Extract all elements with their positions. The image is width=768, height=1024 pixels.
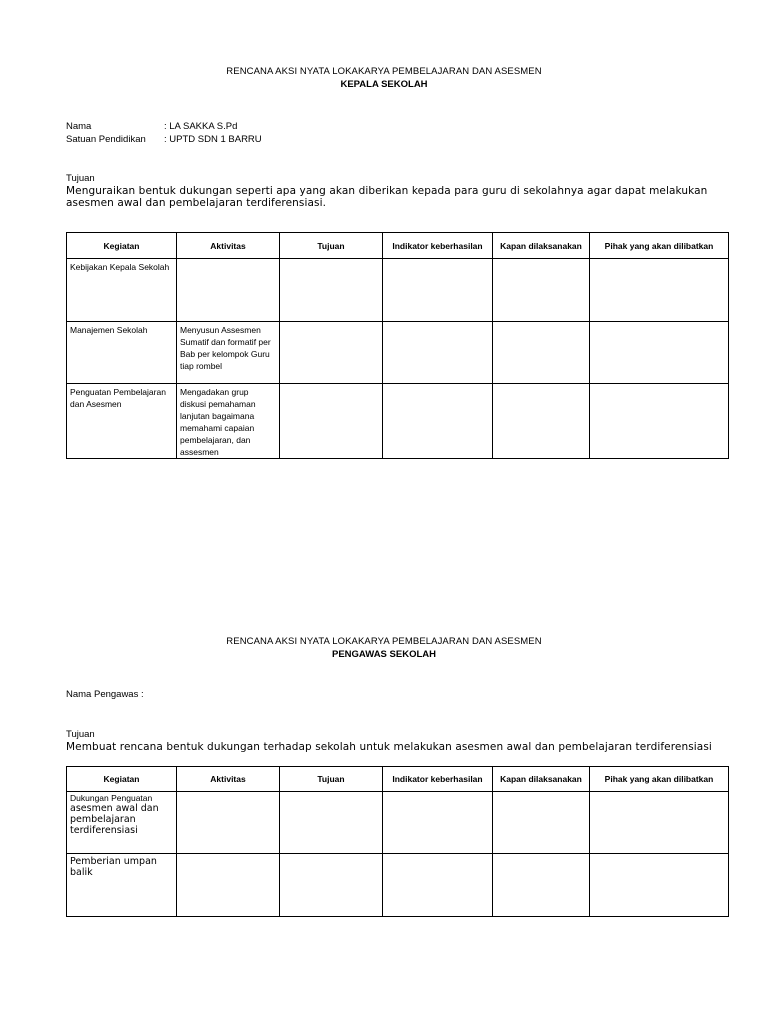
- table-cell: [280, 384, 383, 459]
- info-row-nama: [66, 120, 262, 133]
- cell-kegiatan-line1: Dukungan Penguatan: [70, 793, 153, 803]
- cell-kegiatan: Pemberian umpan balik: [70, 856, 157, 878]
- cell-kegiatan-line2: asesmen awal dan pembelajaran terdiferensiasi: [70, 803, 159, 836]
- column-header: Kegiatan: [67, 767, 177, 792]
- column-header: Pihak yang akan dilibatkan: [590, 233, 729, 259]
- cell-aktivitas: Menyusun Assesmen Sumatif dan formatif per Bab per kelompok Guru tiap rombel: [180, 325, 271, 371]
- table-cell: [383, 792, 493, 854]
- column-header: Pihak yang akan dilibatkan: [590, 767, 729, 792]
- table-cell: [177, 792, 280, 854]
- table-cell: [493, 854, 590, 917]
- tujuan-label: Tujuan: [66, 173, 95, 184]
- cell-kegiatan: Manajemen Sekolah: [70, 325, 148, 335]
- table-cell: [177, 259, 280, 322]
- table-cell: [280, 259, 383, 322]
- table-cell: [493, 322, 590, 384]
- cell-aktivitas: Mengadakan grup diskusi pemahaman lanjutan bagaimana memahami capaian pembelajaran, dan assesmen: [180, 387, 256, 457]
- table-cell: [67, 854, 177, 917]
- section-pengawas-sekolah: [0, 636, 768, 660]
- table-cell: [67, 792, 177, 854]
- table-cell: [383, 854, 493, 917]
- table-cell: [590, 259, 729, 322]
- identity-block: [66, 120, 262, 146]
- table-cell: [280, 792, 383, 854]
- document-subtitle: KEPALA SEKOLAH: [340, 79, 428, 90]
- table-cell: [177, 854, 280, 917]
- column-header: Tujuan: [280, 767, 383, 792]
- table-cell: [590, 384, 729, 459]
- column-header: Kapan dilaksanakan: [493, 767, 590, 792]
- table-cell: [280, 322, 383, 384]
- table-cell: [177, 322, 280, 384]
- table-row: [67, 792, 729, 854]
- action-plan-table: [66, 766, 729, 917]
- column-header: Kapan dilaksanakan: [493, 233, 590, 259]
- table-header-row: [67, 233, 729, 259]
- table-row: [67, 854, 729, 917]
- table-cell: [383, 322, 493, 384]
- table-cell: [383, 384, 493, 459]
- column-header: Aktivitas: [177, 233, 280, 259]
- cell-kegiatan: Kebijakan Kepala Sekolah: [70, 262, 170, 272]
- column-header: Indikator keberhasilan: [383, 233, 493, 259]
- table-cell: [67, 384, 177, 459]
- tujuan-label: Tujuan: [66, 729, 95, 740]
- table-cell: [67, 259, 177, 322]
- column-header: Indikator keberhasilan: [383, 767, 493, 792]
- table-row: [67, 259, 729, 322]
- table-cell: [383, 259, 493, 322]
- tujuan-text: Membuat rencana bentuk dukungan terhadap sekolah untuk melakukan asesmen awal dan pembelajaran terdiferensiasi: [66, 741, 712, 753]
- table-cell: [590, 854, 729, 917]
- action-plan-table: [66, 232, 729, 459]
- document-subtitle: PENGAWAS SEKOLAH: [332, 649, 436, 660]
- document-title: RENCANA AKSI NYATA LOKAKARYA PEMBELAJARAN DAN ASESMEN: [226, 66, 542, 77]
- table-cell: [67, 322, 177, 384]
- table-cell: [493, 259, 590, 322]
- table-cell: [177, 384, 280, 459]
- info-label: Satuan Pendidikan: [66, 134, 146, 145]
- table-cell: [590, 322, 729, 384]
- section-kepala-sekolah: [0, 66, 768, 90]
- column-header: Aktivitas: [177, 767, 280, 792]
- table-header-row: [67, 767, 729, 792]
- cell-kegiatan: Penguatan Pembelajaran dan Asesmen: [70, 387, 166, 409]
- info-row-satuan: [66, 133, 262, 146]
- info-value: : LA SAKKA S.Pd: [164, 121, 238, 132]
- table-row: [67, 322, 729, 384]
- document-title: RENCANA AKSI NYATA LOKAKARYA PEMBELAJARAN DAN ASESMEN: [226, 636, 542, 647]
- column-header: Kegiatan: [67, 233, 177, 259]
- table-cell: [493, 792, 590, 854]
- table-cell: [280, 854, 383, 917]
- table-row: [67, 384, 729, 459]
- info-value: : UPTD SDN 1 BARRU: [164, 134, 262, 145]
- tujuan-text: Menguraikan bentuk dukungan seperti apa yang akan diberikan kepada para guru di sekolahnya agar dapat melakukan asesmen awal dan pembelajaran terdiferensiasi.: [66, 185, 708, 209]
- column-header: Tujuan: [280, 233, 383, 259]
- table-cell: [590, 792, 729, 854]
- cell-aktivitas: [177, 259, 279, 261]
- info-label: Nama: [66, 121, 92, 132]
- nama-pengawas: Nama Pengawas :: [66, 689, 144, 700]
- table-cell: [493, 384, 590, 459]
